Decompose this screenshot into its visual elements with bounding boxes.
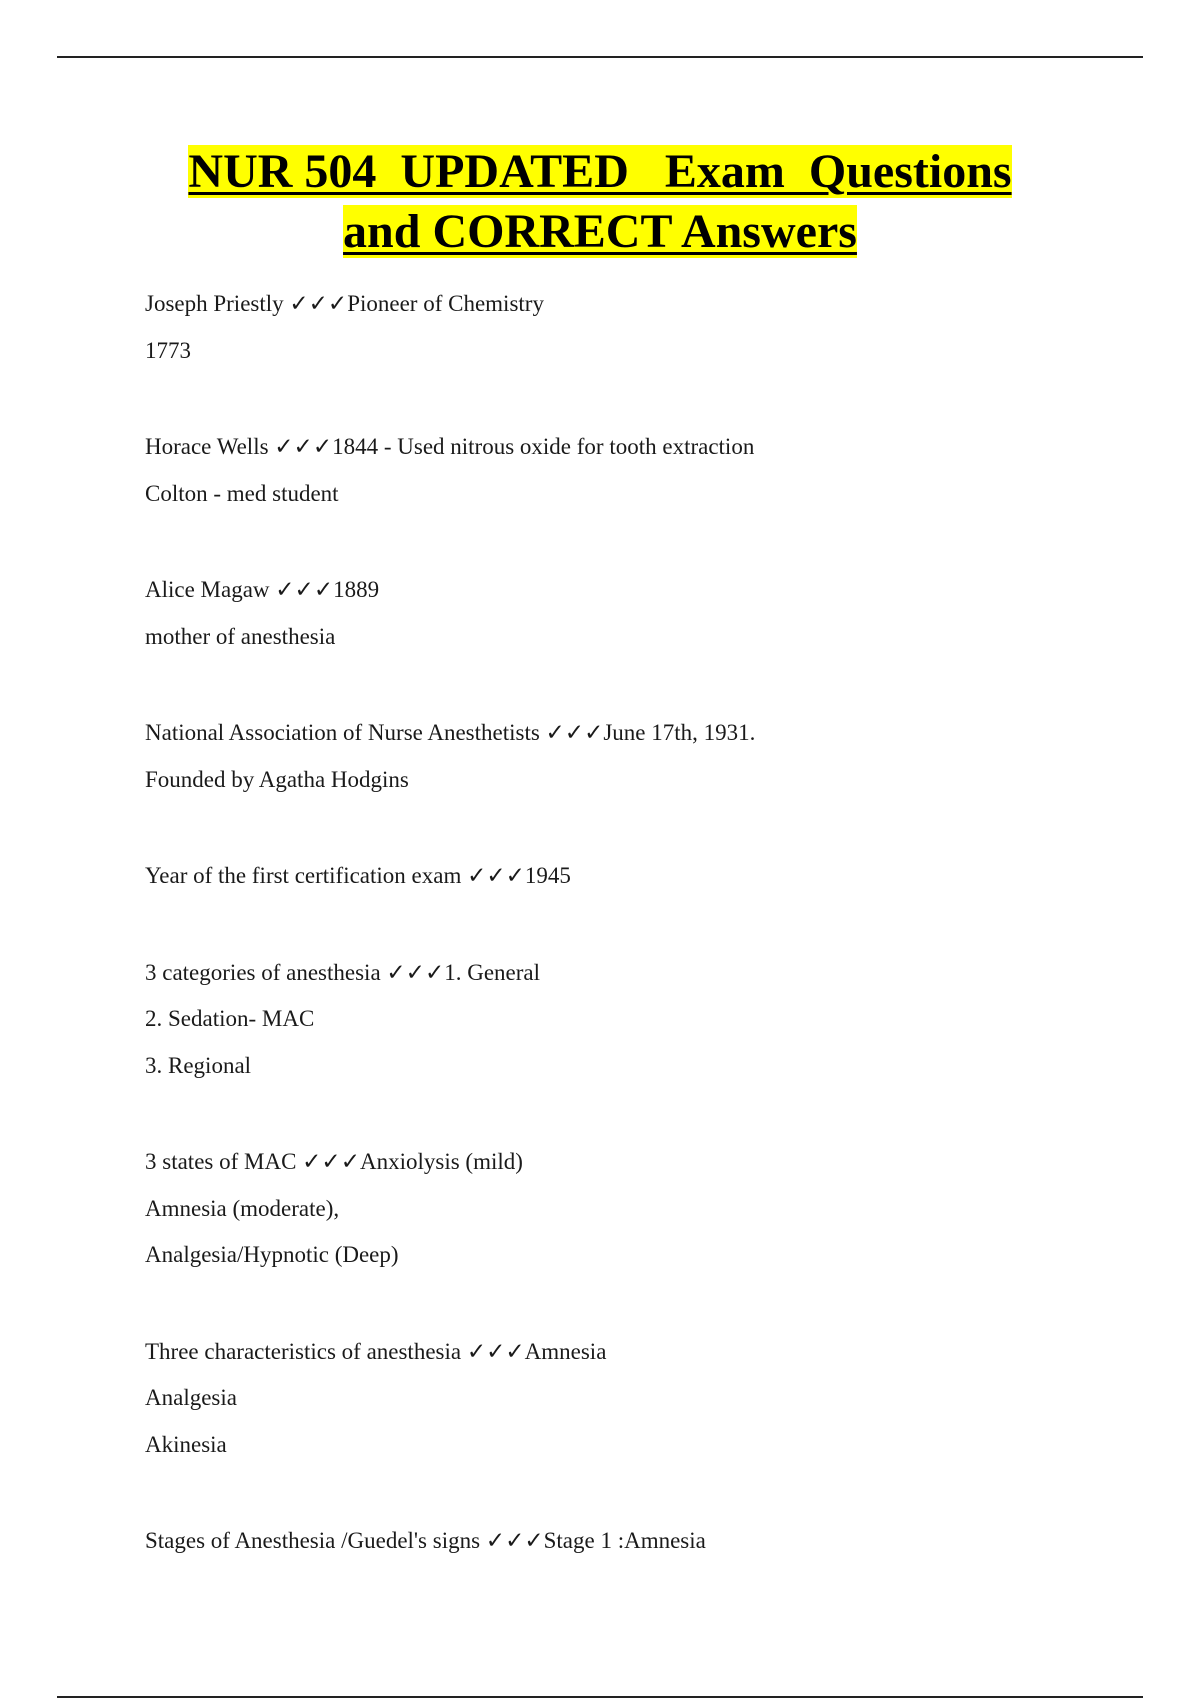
qa-line: Joseph Priestly ✓✓✓Pioneer of Chemistry <box>145 291 544 316</box>
qa-entry <box>145 1329 1145 1469</box>
title-line-1: NUR 504 UPDATED Exam Questions <box>188 145 1012 198</box>
qa-line: Founded by Agatha Hodgins <box>145 766 409 792</box>
qa-line: 3 states of MAC ✓✓✓Anxiolysis (mild) <box>145 1149 523 1174</box>
qa-list <box>145 281 1145 1615</box>
qa-line: Akinesia <box>145 1431 227 1457</box>
qa-entry <box>145 950 1145 1090</box>
qa-line: Horace Wells ✓✓✓1844 - Used nitrous oxide for tooth extraction <box>145 434 755 459</box>
qa-entry <box>145 1139 1145 1279</box>
qa-line: 3 categories of anesthesia ✓✓✓1. General <box>145 959 540 985</box>
qa-line: Analgesia/Hypnotic (Deep) <box>145 1242 399 1267</box>
qa-line: National Association of Nurse Anesthetists ✓✓✓June 17th, 1931. <box>145 720 756 745</box>
qa-entry <box>145 281 1145 374</box>
qa-line: Three characteristics of anesthesia ✓✓✓Amnesia <box>145 1338 607 1364</box>
qa-line: mother of anesthesia <box>145 623 336 649</box>
qa-line: Colton - med student <box>145 480 339 506</box>
qa-line: Alice Magaw ✓✓✓1889 <box>145 577 380 602</box>
qa-entry <box>145 710 1145 803</box>
qa-line: 2. Sedation- MAC <box>145 1006 315 1031</box>
qa-entry <box>145 1518 1145 1565</box>
document-title <box>0 142 1200 262</box>
qa-line: Analgesia <box>145 1385 237 1410</box>
qa-line: Amnesia (moderate), <box>145 1195 340 1221</box>
top-rule <box>57 56 1143 58</box>
qa-entry <box>145 567 1145 660</box>
title-line-2: and CORRECT Answers <box>343 205 857 258</box>
qa-line: 3. Regional <box>145 1052 252 1078</box>
qa-entry <box>145 424 1145 517</box>
qa-line: Stages of Anesthesia /Guedel's signs ✓✓✓Stage 1 :Amnesia <box>145 1528 706 1553</box>
qa-entry <box>145 853 1145 900</box>
qa-line: 1773 <box>145 337 191 363</box>
bottom-rule <box>57 1696 1143 1698</box>
qa-line: Year of the first certification exam ✓✓✓1945 <box>145 863 571 888</box>
